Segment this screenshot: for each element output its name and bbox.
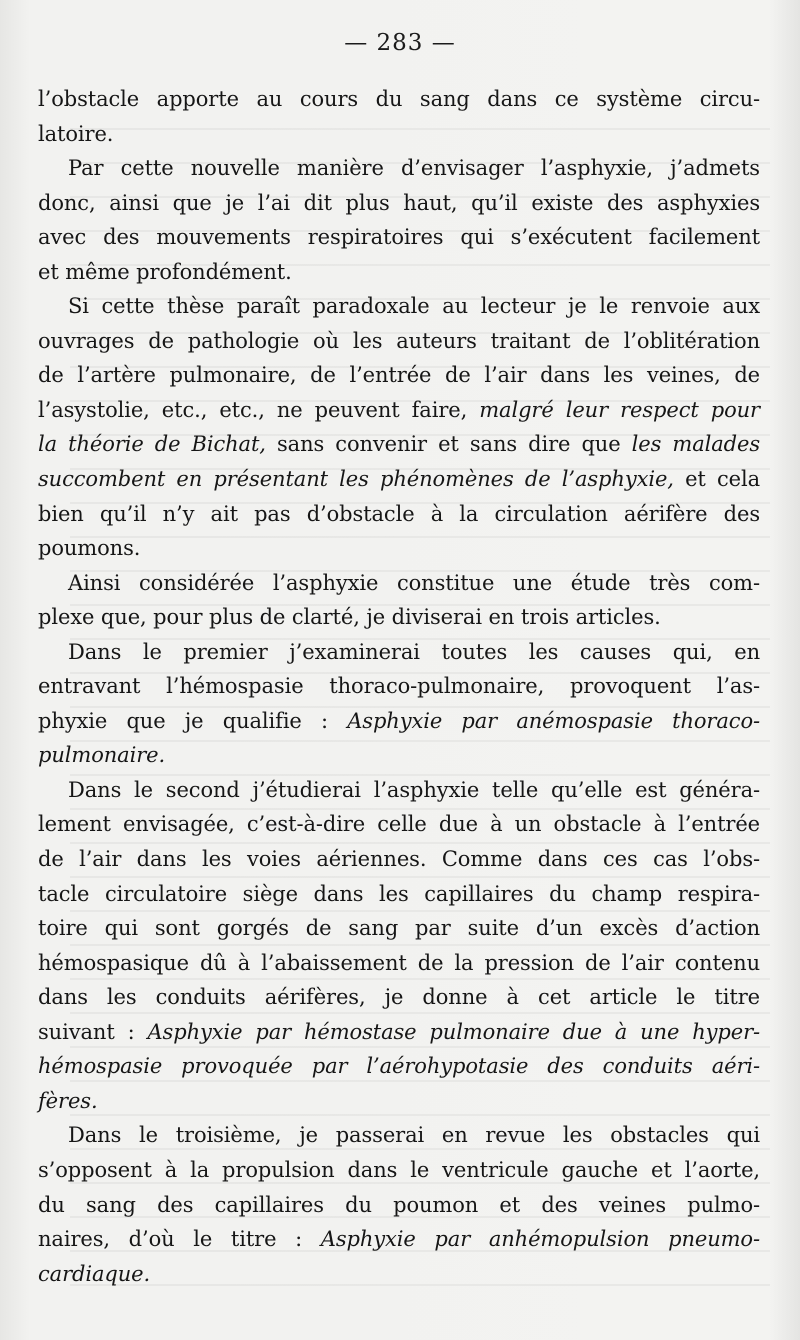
text-line <box>38 1015 760 1050</box>
text-segment: l’asystolie, etc., etc., ne peuvent faire, <box>38 397 468 422</box>
text-line: bien qu’il n’y ait pas d’obstacle à la circulation aérifère des <box>38 501 760 526</box>
text-segment: suivant : <box>38 1019 135 1044</box>
text-line <box>38 1257 760 1292</box>
text-line <box>38 1084 760 1119</box>
text-line <box>38 393 760 428</box>
paragraph-6 <box>38 773 760 1118</box>
text-line: latoire. <box>38 121 114 146</box>
text-line: Par cette nouvelle manière d’envisager l’asphyxie, j’admets <box>68 156 760 181</box>
italic-segment: pulmonaire. <box>38 743 166 768</box>
text-line: et même profondément. <box>38 259 292 284</box>
italic-segment: fères. <box>38 1088 98 1113</box>
text-line <box>38 1049 760 1084</box>
paragraph-7 <box>38 1118 760 1291</box>
text-line: de l’air dans les voies aériennes. Comme dans ces cas l’obs- <box>38 847 760 872</box>
text-line: plexe que, pour plus de clarté, je diviserai en trois articles. <box>38 605 661 630</box>
text-line: Dans le second j’étudierai l’asphyxie telle qu’elle est généra- <box>68 777 760 802</box>
paragraph-2 <box>38 151 760 289</box>
italic-segment: succombent en présentant les phénomènes de l’asphyxie, <box>38 467 674 492</box>
paragraph-4 <box>38 566 760 635</box>
text-line: tacle circulatoire siège dans les capillaires du champ respira- <box>38 881 760 906</box>
text-line: dans les conduits aérifères, je donne à cet article le titre <box>38 985 760 1010</box>
text-segment: phyxie que je qualifie : <box>38 708 328 733</box>
text-line: Dans le premier j’examinerai toutes les causes qui, en <box>68 639 760 664</box>
text-line: Dans le troisième, je passerai en revue les obstacles qui <box>68 1123 760 1148</box>
text-line <box>38 704 760 739</box>
text-segment: et cela <box>685 467 760 492</box>
italic-segment: Asphyxie par hémostase pulmonaire due à une hyper- <box>147 1019 761 1044</box>
paragraph-5 <box>38 635 760 773</box>
text-line: l’obstacle apporte au cours du sang dans ce système circu- <box>38 87 760 111</box>
italic-segment: malgré leur respect pour <box>479 397 760 422</box>
page-number: — 283 — <box>344 30 456 56</box>
text-line <box>38 427 760 462</box>
text-line: avec des mouvements respiratoires qui s’exécutent facilement <box>38 225 760 250</box>
text-segment: naires, d’où le titre : <box>38 1227 303 1252</box>
italic-segment: cardiaque. <box>38 1261 151 1286</box>
italic-segment: la théorie de Bichat, <box>38 432 266 457</box>
text-line: Si cette thèse paraît paradoxale au lecteur je le renvoie aux <box>68 294 760 319</box>
text-line: donc, ainsi que je l’ai dit plus haut, qu’il existe des asphyxies <box>38 190 760 215</box>
text-line: toire qui sont gorgés de sang par suite d’un excès d’action <box>38 916 760 941</box>
text-line: de l’artère pulmonaire, de l’entrée de l’air dans les veines, de <box>38 363 760 388</box>
text-line: entravant l’hémospasie thoraco-pulmonaire, provoquent l’as- <box>38 674 760 699</box>
text-line: Ainsi considérée l’asphyxie constitue une étude très com- <box>68 570 760 595</box>
italic-segment: les malades <box>631 432 761 457</box>
text-line: du sang des capillaires du poumon et des veines pulmo- <box>38 1192 760 1217</box>
text-segment: sans convenir et sans dire que <box>277 432 621 457</box>
italic-segment: Asphyxie par anhémopulsion pneumo- <box>320 1227 760 1252</box>
paragraph-3 <box>38 289 760 565</box>
text-line: ouvrages de pathologie où les auteurs traitant de l’oblitération <box>38 328 760 353</box>
text-line <box>38 462 760 497</box>
body-text <box>38 82 760 1291</box>
italic-segment: Asphyxie par anémospasie thoraco- <box>347 708 760 733</box>
text-line <box>38 1222 760 1257</box>
text-line: hémospasique dû à l’abaissement de la pression de l’air contenu <box>38 950 760 975</box>
text-line: poumons. <box>38 536 141 561</box>
italic-segment: hémospasie provoquée par l’aérohypotasie des conduits aéri- <box>38 1054 760 1079</box>
text-line <box>38 738 760 773</box>
paragraph-1 <box>38 82 760 151</box>
text-line: lement envisagée, c’est-à-dire celle due à un obstacle à l’entrée <box>38 812 760 837</box>
text-line: s’opposent à la propulsion dans le ventricule gauche et l’aorte, <box>38 1157 760 1182</box>
